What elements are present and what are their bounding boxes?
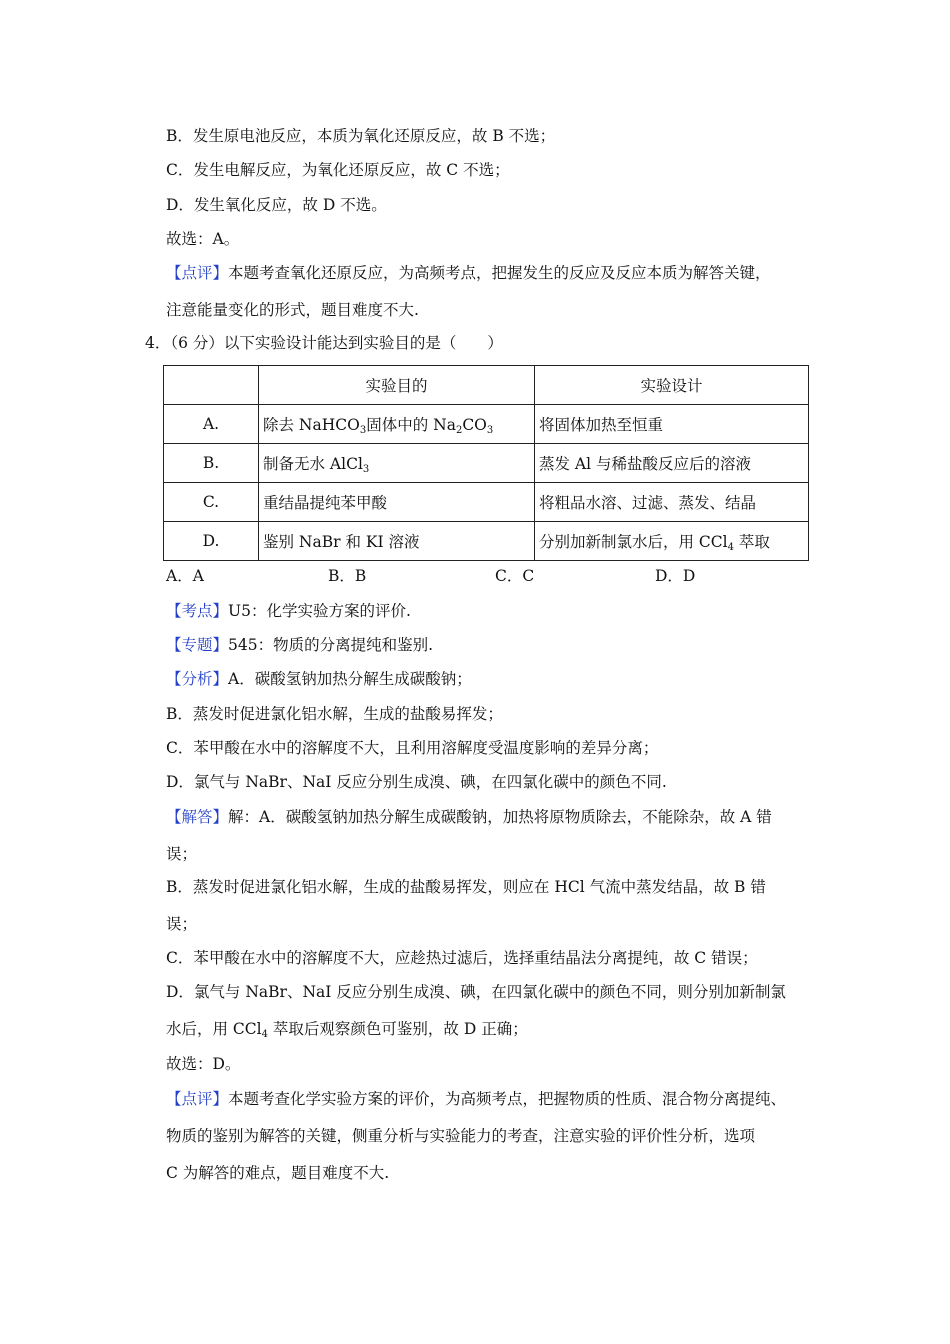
table-header-design: 实验设计 bbox=[535, 366, 809, 405]
kaodian-line: 【考点】U5：化学实验方案的评价. bbox=[166, 602, 411, 620]
row-label: B. bbox=[164, 444, 259, 483]
dianping-line-3: C 为解答的难点，题目难度不大. bbox=[166, 1164, 390, 1182]
table-header-purpose: 实验目的 bbox=[259, 366, 535, 405]
table-row bbox=[164, 444, 809, 483]
jieda-d: D．氯气与 NaBr、NaI 反应分别生成溴、碘，在四氯化碳中的颜色不同，则分别加新制氯 bbox=[166, 983, 786, 1001]
prev-review-line-2: 注意能量变化的形式，题目难度不大. bbox=[166, 301, 419, 319]
jieda-b: B．蒸发时促进氯化铝水解，生成的盐酸易挥发，则应在 HCl 气流中蒸发结晶，故 B 错 bbox=[166, 878, 766, 896]
fenxi-b: B．蒸发时促进氯化铝水解，生成的盐酸易挥发； bbox=[166, 705, 503, 723]
fenxi-d: D．氯气与 NaBr、NaI 反应分别生成溴、碘，在四氯化碳中的颜色不同. bbox=[166, 773, 667, 791]
review-tag: 【点评】 bbox=[166, 264, 229, 282]
row-label: C. bbox=[164, 483, 259, 522]
dianping-line-2: 物质的鉴别为解答的关键，侧重分析与实验能力的考查，注意实验的评价性分析，选项 bbox=[166, 1127, 756, 1145]
prev-review-line-1 bbox=[166, 262, 771, 284]
option-d: D．D bbox=[655, 567, 696, 585]
option-a: A．A bbox=[166, 567, 204, 585]
row-purpose: 鉴别 NaBr 和 KI 溶液 bbox=[259, 522, 535, 561]
experiment-table bbox=[163, 365, 809, 561]
prev-choice: 故选：A。 bbox=[166, 230, 240, 248]
row-design: 分别加新制氯水后，用 CCl$_4$ 萃取 bbox=[535, 522, 809, 561]
prev-answer-d: D．发生氧化反应，故 D 不选。 bbox=[166, 196, 387, 214]
prev-answer-c: C．发生电解反应，为氧化还原反应，故 C 不选； bbox=[166, 161, 510, 179]
zhuanti-line: 【专题】545：物质的分离提纯和鉴别. bbox=[166, 636, 434, 654]
jieda-a-cont: 误； bbox=[166, 845, 198, 863]
table-row bbox=[164, 405, 809, 444]
row-purpose: 制备无水 AlCl$_3$ bbox=[259, 444, 535, 483]
option-b: B．B bbox=[328, 567, 367, 585]
row-design: 将固体加热至恒重 bbox=[535, 405, 809, 444]
table-row bbox=[164, 522, 809, 561]
row-design: 将粗品水溶、过滤、蒸发、结晶 bbox=[535, 483, 809, 522]
prev-answer-b: B．发生原电池反应，本质为氧化还原反应，故 B 不选； bbox=[166, 127, 556, 145]
review-text: 本题考查氧化还原反应，为高频考点，把握发生的反应及反应本质为解答关键， bbox=[228, 264, 771, 282]
table-header-row bbox=[164, 366, 809, 405]
solution-choice: 故选：D。 bbox=[166, 1055, 241, 1073]
dianping-line-1: 【点评】本题考查化学实验方案的评价，为高频考点，把握物质的性质、混合物分离提纯、 bbox=[166, 1090, 787, 1108]
row-purpose: 重结晶提纯苯甲酸 bbox=[259, 483, 535, 522]
fenxi-line: 【分析】A．碳酸氢钠加热分解生成碳酸钠； bbox=[166, 670, 472, 688]
jieda-line: 【解答】解：A．碳酸氢钠加热分解生成碳酸钠，加热将原物质除去，不能除杂，故 A 错 bbox=[166, 808, 772, 826]
row-label: D. bbox=[164, 522, 259, 561]
row-label: A. bbox=[164, 405, 259, 444]
table-row bbox=[164, 483, 809, 522]
jieda-b-cont: 误； bbox=[166, 915, 198, 933]
jieda-c: C．苯甲酸在水中的溶解度不大，应趁热过滤后，选择重结晶法分离提纯，故 C 错误； bbox=[166, 949, 758, 967]
question-title: 4．（6 分）以下实验设计能达到实验目的是（ ） bbox=[145, 334, 503, 352]
row-purpose: 除去 NaHCO$_3$固体中的 $Na_2CO_3$ bbox=[259, 405, 535, 444]
jieda-d-cont: 水后，用 CCl$_4$ 萃取后观察颜色可鉴别，故 D 正确； bbox=[166, 1020, 528, 1040]
table-header-blank bbox=[164, 366, 259, 405]
option-c: C．C bbox=[495, 567, 535, 585]
fenxi-c: C．苯甲酸在水中的溶解度不大，且利用溶解度受温度影响的差异分离； bbox=[166, 739, 659, 757]
row-design: 蒸发 Al 与稀盐酸反应后的溶液 bbox=[535, 444, 809, 483]
